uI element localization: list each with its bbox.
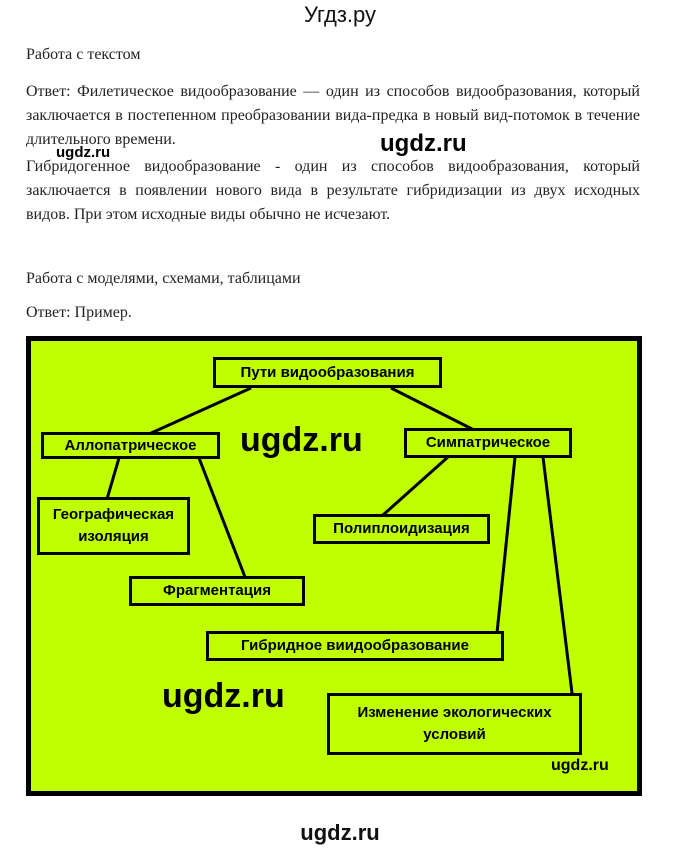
node-fragmentation: Фрагментация bbox=[129, 576, 305, 606]
connector-root-allopatric bbox=[149, 388, 251, 434]
watermark: ugdz.ru bbox=[162, 677, 285, 715]
connector-sympatric-hybrid bbox=[497, 457, 515, 633]
node-hybrid-speciation: Гибридное виидообразование bbox=[206, 631, 504, 661]
watermark: ugdz.ru bbox=[380, 130, 467, 157]
node-sympatric: Симпатрическое bbox=[404, 428, 572, 458]
connector-root-sympatric bbox=[391, 388, 474, 430]
speciation-diagram bbox=[26, 336, 642, 796]
answer-paragraph-phyletic: Ответ: Филетическое видообразование — один из способов видообразования, который заключается в постепенном преобразовании вида-предка в новый вид-потомок в течение длительного времени. bbox=[26, 83, 640, 148]
node-polyploidization: Полиплоидизация bbox=[313, 514, 490, 544]
node-allopatric: Аллопатрическое bbox=[41, 432, 220, 459]
answer-example: Ответ: Пример. bbox=[26, 304, 132, 321]
watermark: ugdz.ru bbox=[56, 144, 111, 161]
node-geographic-isolation: Географическая изоляция bbox=[37, 497, 190, 555]
connector-sympatric-polyploidization bbox=[383, 457, 448, 515]
watermark: ugdz.ru bbox=[551, 757, 609, 774]
connector-allopatric-geographic bbox=[107, 458, 119, 499]
footer-watermark: ugdz.ru bbox=[300, 820, 380, 845]
site-title: Угдз.ру bbox=[303, 2, 377, 27]
node-speciation-paths: Пути видообразования bbox=[213, 357, 442, 388]
section-heading-text-work: Работа с текстом bbox=[26, 46, 141, 63]
section-heading-models: Работа с моделями, схемами, таблицами bbox=[26, 270, 301, 287]
connector-sympatric-ecological bbox=[543, 457, 572, 693]
watermark: ugdz.ru bbox=[240, 421, 363, 459]
connector-allopatric-fragmentation bbox=[199, 458, 245, 577]
answer-paragraph-hybridogenic: Гибридогенное видообразование - один из способов видообразования, который заключается в появлении нового вида в результате гибридизации из двух исходных видов. При этом исходные виды обычно не исчезают. bbox=[26, 158, 640, 223]
node-ecological-change: Изменение экологических условий bbox=[327, 693, 582, 755]
